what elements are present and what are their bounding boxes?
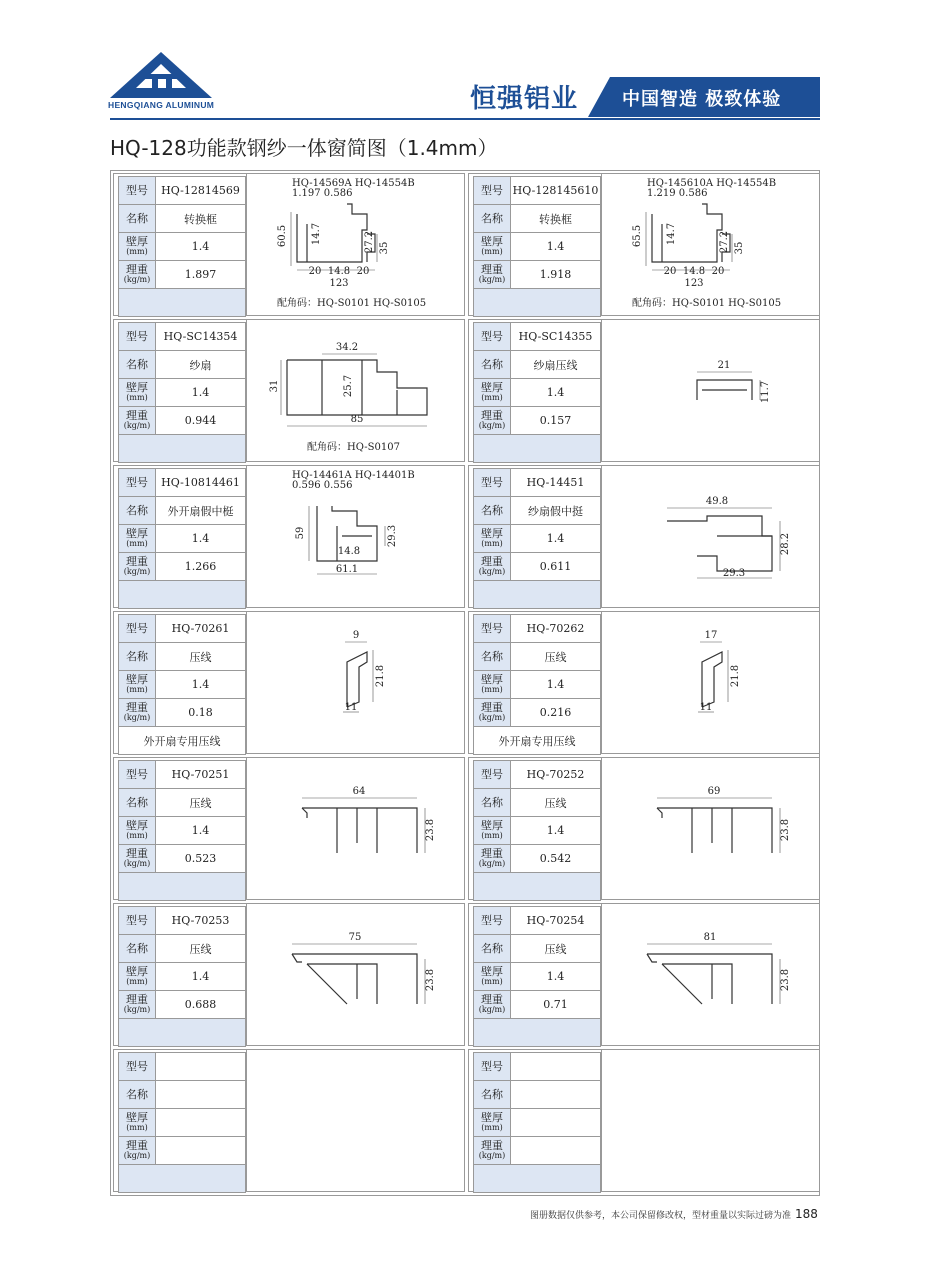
name-value: 转换框 [511, 205, 601, 233]
label-name: 名称 [119, 935, 156, 963]
spec-table [473, 760, 601, 901]
dim-label: 20 [308, 266, 322, 277]
spec-table [473, 468, 601, 609]
dim-label: 85 [350, 414, 364, 425]
part-weights: 0.596 0.556 [292, 480, 353, 491]
spec-table [118, 906, 246, 1047]
profile-drawing [601, 320, 820, 461]
name-value: 压线 [156, 643, 246, 671]
profile-outline [302, 808, 307, 818]
profile-card [113, 465, 465, 608]
label-name: 名称 [474, 205, 511, 233]
dim-label: 14.7 [311, 222, 322, 246]
note-blank [119, 289, 246, 317]
note: 外开扇专用压线 [119, 727, 246, 755]
label-weight: 理重 (kg/m) [474, 261, 511, 289]
note-blank [474, 1165, 601, 1193]
label-name: 名称 [119, 1081, 156, 1109]
label-wall: 壁厚 (mm) [474, 671, 511, 699]
spec-table [118, 468, 246, 609]
profile-drawing [601, 612, 820, 753]
profile-drawing [601, 1050, 820, 1191]
note-blank [119, 581, 246, 609]
label-weight: 理重 (kg/m) [474, 845, 511, 873]
model-value: HQ-70262 [511, 615, 601, 643]
label-name: 名称 [119, 205, 156, 233]
model-value: HQ-70251 [156, 761, 246, 789]
dim-label: 17 [704, 630, 718, 641]
corner-code: 配角码：HQ-S0101 HQ-S0105 [277, 298, 427, 309]
spec-table [118, 1052, 246, 1193]
label-wall: 壁厚 (mm) [119, 233, 156, 261]
part-codes: HQ-145610A HQ-14554B [647, 178, 777, 189]
label-wall: 壁厚 (mm) [119, 671, 156, 699]
profile-drawing [246, 174, 465, 315]
wall-value: 1.4 [511, 525, 601, 553]
weight-value: 0.542 [511, 845, 601, 873]
profile-outline [657, 808, 772, 853]
name-value: 压线 [156, 789, 246, 817]
profile-outline [347, 652, 367, 707]
note-blank [474, 1019, 601, 1047]
label-wall: 壁厚 (mm) [474, 525, 511, 553]
wall-value: 1.4 [156, 233, 246, 261]
name-value: 纱扇假中挺 [511, 497, 601, 525]
spec-table [473, 614, 601, 755]
dim-label: 14.8 [327, 266, 351, 277]
label-name: 名称 [474, 351, 511, 379]
note-blank [474, 435, 601, 463]
profile-drawing [601, 758, 820, 899]
note-blank [119, 873, 246, 901]
dim-label: 9 [352, 630, 360, 641]
wall-value: 1.4 [511, 379, 601, 407]
dim-label: 28.2 [780, 532, 791, 556]
name-value: 压线 [511, 935, 601, 963]
wall-value: 1.4 [511, 233, 601, 261]
label-weight: 理重 (kg/m) [119, 699, 156, 727]
brand-name: 恒强铝业 [470, 84, 579, 114]
profile-drawing [246, 758, 465, 899]
profile-card [468, 611, 820, 754]
slogan-text: 中国智造 极致体验 [622, 89, 782, 110]
profile-drawing [246, 1050, 465, 1191]
page-header [0, 0, 930, 125]
profile-drawing [246, 320, 465, 461]
spec-table [473, 1052, 601, 1193]
page-number: 188 [795, 1207, 818, 1221]
spec-table [473, 322, 601, 463]
name-value: 纱扇 [156, 351, 246, 379]
dim-label: 21.8 [375, 664, 386, 688]
page-title: HQ-128功能款钢纱一体窗简图（1.4mm） [110, 136, 498, 160]
slogan-banner [588, 77, 820, 117]
spec-table [118, 760, 246, 901]
label-name: 名称 [474, 497, 511, 525]
dim-label: 60.5 [277, 224, 288, 248]
label-weight: 理重 (kg/m) [474, 1137, 511, 1165]
profile-outline [302, 808, 417, 853]
weight-value: 1.266 [156, 553, 246, 581]
dim-label: 23.8 [780, 968, 791, 992]
label-wall: 壁厚 (mm) [474, 1109, 511, 1137]
label-model: 型号 [119, 761, 156, 789]
spec-table [118, 176, 246, 317]
wall-value: 1.4 [156, 525, 246, 553]
dim-label: 29.3 [387, 524, 398, 548]
dim-label: 75 [348, 932, 362, 943]
note-blank [119, 1019, 246, 1047]
name-value [511, 1081, 601, 1109]
name-value: 外开扇假中梃 [156, 497, 246, 525]
wall-value [156, 1109, 246, 1137]
label-model: 型号 [119, 323, 156, 351]
profile-card [468, 319, 820, 462]
profile-card [113, 611, 465, 754]
profile-outline [292, 954, 302, 962]
label-wall: 壁厚 (mm) [119, 525, 156, 553]
label-weight: 理重 (kg/m) [474, 407, 511, 435]
dim-label: 35 [379, 241, 390, 255]
dim-label: 14.7 [666, 222, 677, 246]
wall-value: 1.4 [511, 817, 601, 845]
profile-card [468, 757, 820, 900]
wall-value: 1.4 [156, 671, 246, 699]
note-blank [474, 581, 601, 609]
dim-label: 123 [329, 278, 349, 289]
label-model: 型号 [474, 615, 511, 643]
page-footer [530, 1207, 818, 1221]
model-value: HQ-14451 [511, 469, 601, 497]
label-weight: 理重 (kg/m) [474, 699, 511, 727]
label-weight: 理重 (kg/m) [119, 553, 156, 581]
dim-label: 59 [295, 526, 306, 540]
dim-label: 65.5 [632, 224, 643, 248]
model-value: HQ-70254 [511, 907, 601, 935]
part-codes: HQ-14569A HQ-14554B [292, 178, 415, 189]
label-name: 名称 [119, 351, 156, 379]
dim-label: 20 [356, 266, 370, 277]
weight-value [156, 1137, 246, 1165]
weight-value: 0.71 [511, 991, 601, 1019]
weight-value: 0.611 [511, 553, 601, 581]
label-wall: 壁厚 (mm) [474, 379, 511, 407]
dim-label: 49.8 [705, 496, 729, 507]
note: 外开扇专用压线 [474, 727, 601, 755]
label-name: 名称 [474, 643, 511, 671]
weight-value: 0.688 [156, 991, 246, 1019]
profile-card [468, 173, 820, 316]
wall-value: 1.4 [156, 817, 246, 845]
model-value: HQ-70261 [156, 615, 246, 643]
label-name: 名称 [474, 789, 511, 817]
profile-outline [657, 808, 662, 818]
weight-value [511, 1137, 601, 1165]
label-model: 型号 [474, 907, 511, 935]
label-wall: 壁厚 (mm) [474, 963, 511, 991]
part-codes: HQ-14461A HQ-14401B [292, 470, 415, 481]
weight-value: 1.897 [156, 261, 246, 289]
label-model: 型号 [119, 177, 156, 205]
dim-label: 23.8 [425, 818, 436, 842]
header-rule [110, 118, 820, 120]
label-wall: 壁厚 (mm) [119, 1109, 156, 1137]
note-blank [119, 435, 246, 463]
dim-label: 11 [344, 702, 358, 713]
profile-outline [647, 954, 772, 1004]
label-name: 名称 [474, 1081, 511, 1109]
label-wall: 壁厚 (mm) [119, 817, 156, 845]
note-blank [474, 289, 601, 317]
label-wall: 壁厚 (mm) [119, 963, 156, 991]
model-value: HQ-128145610 [511, 177, 601, 205]
label-weight: 理重 (kg/m) [119, 407, 156, 435]
wall-value [511, 1109, 601, 1137]
label-model: 型号 [474, 323, 511, 351]
name-value: 转换框 [156, 205, 246, 233]
dim-label: 11 [699, 702, 713, 713]
weight-value: 0.18 [156, 699, 246, 727]
profile-card [468, 465, 820, 608]
logo-text: HENGQIANG ALUMINUM [108, 100, 215, 110]
model-value: HQ-70253 [156, 907, 246, 935]
model-value [511, 1053, 601, 1081]
label-model: 型号 [119, 907, 156, 935]
profile-grid [110, 170, 820, 1196]
label-wall: 壁厚 (mm) [474, 233, 511, 261]
model-value: HQ-10814461 [156, 469, 246, 497]
profile-card [113, 1049, 465, 1192]
dim-label: 23.8 [425, 968, 436, 992]
weight-value: 0.216 [511, 699, 601, 727]
profile-outline [702, 652, 722, 707]
dim-label: 11.7 [760, 380, 771, 404]
label-name: 名称 [474, 935, 511, 963]
dim-label: 69 [707, 786, 721, 797]
model-value [156, 1053, 246, 1081]
dim-label: 64 [352, 786, 366, 797]
label-model: 型号 [474, 761, 511, 789]
dim-label: 29.3 [722, 568, 746, 579]
profile-outline [292, 954, 417, 1004]
profile-drawing [246, 904, 465, 1045]
wall-value: 1.4 [511, 671, 601, 699]
profile-outline [662, 964, 702, 1004]
note-blank [474, 873, 601, 901]
label-model: 型号 [474, 1053, 511, 1081]
name-value: 压线 [511, 643, 601, 671]
dim-label: 14.8 [682, 266, 706, 277]
weight-value: 0.157 [511, 407, 601, 435]
label-model: 型号 [474, 177, 511, 205]
wall-value: 1.4 [156, 379, 246, 407]
dim-label: 25.7 [343, 374, 354, 398]
spec-table [473, 176, 601, 317]
model-value: HQ-SC14354 [156, 323, 246, 351]
dim-label: 27.2 [719, 230, 730, 254]
name-value: 压线 [511, 789, 601, 817]
label-wall: 壁厚 (mm) [474, 817, 511, 845]
label-model: 型号 [474, 469, 511, 497]
weight-value: 0.944 [156, 407, 246, 435]
spec-table [118, 614, 246, 755]
note-blank [119, 1165, 246, 1193]
dim-label: 23.8 [780, 818, 791, 842]
dim-label: 35 [734, 241, 745, 255]
weight-value: 0.523 [156, 845, 246, 873]
profile-outline [647, 954, 657, 962]
dim-label: 61.1 [335, 564, 359, 575]
corner-code: 配角码：HQ-S0107 [307, 442, 400, 453]
profile-card [113, 173, 465, 316]
profile-drawing [601, 174, 820, 315]
dim-label: 14.8 [337, 546, 361, 557]
label-weight: 理重 (kg/m) [119, 261, 156, 289]
dim-label: 123 [684, 278, 704, 289]
profile-drawing [246, 612, 465, 753]
dim-label: 81 [703, 932, 717, 943]
profile-outline [287, 360, 427, 415]
dim-label: 31 [269, 379, 280, 393]
dim-label: 27.2 [364, 230, 375, 254]
name-value [156, 1081, 246, 1109]
corner-code: 配角码：HQ-S0101 HQ-S0105 [632, 298, 782, 309]
label-weight: 理重 (kg/m) [474, 991, 511, 1019]
wall-value: 1.4 [156, 963, 246, 991]
profile-card [468, 903, 820, 1046]
dim-label: 21.8 [730, 664, 741, 688]
spec-table [473, 906, 601, 1047]
profile-outline [667, 516, 772, 571]
model-value: HQ-SC14355 [511, 323, 601, 351]
label-model: 型号 [119, 1053, 156, 1081]
dim-label: 20 [663, 266, 677, 277]
spec-table [118, 322, 246, 463]
label-weight: 理重 (kg/m) [119, 991, 156, 1019]
label-weight: 理重 (kg/m) [119, 1137, 156, 1165]
profile-card [113, 319, 465, 462]
wall-value: 1.4 [511, 963, 601, 991]
label-model: 型号 [119, 469, 156, 497]
model-value: HQ-12814569 [156, 177, 246, 205]
weight-value: 1.918 [511, 261, 601, 289]
label-model: 型号 [119, 615, 156, 643]
profile-drawing [246, 466, 465, 607]
label-name: 名称 [119, 643, 156, 671]
profile-outline [307, 964, 377, 1004]
dim-label: 20 [711, 266, 725, 277]
label-name: 名称 [119, 497, 156, 525]
name-value: 压线 [156, 935, 246, 963]
part-weights: 1.197 0.586 [292, 188, 353, 199]
part-weights: 1.219 0.586 [647, 188, 708, 199]
footer-note: 图册数据仅供参考，本公司保留修改权，型材重量以实际过磅为准 [530, 1211, 792, 1221]
label-weight: 理重 (kg/m) [119, 845, 156, 873]
profile-outline [307, 964, 347, 1004]
profile-card [113, 903, 465, 1046]
label-name: 名称 [119, 789, 156, 817]
dim-label: 34.2 [335, 342, 359, 353]
profile-drawing [601, 466, 820, 607]
profile-drawing [601, 904, 820, 1045]
name-value: 纱扇压线 [511, 351, 601, 379]
profile-outline [662, 964, 732, 1004]
label-weight: 理重 (kg/m) [474, 553, 511, 581]
model-value: HQ-70252 [511, 761, 601, 789]
dim-label: 21 [717, 360, 731, 371]
label-wall: 壁厚 (mm) [119, 379, 156, 407]
profile-card [113, 757, 465, 900]
profile-card [468, 1049, 820, 1192]
